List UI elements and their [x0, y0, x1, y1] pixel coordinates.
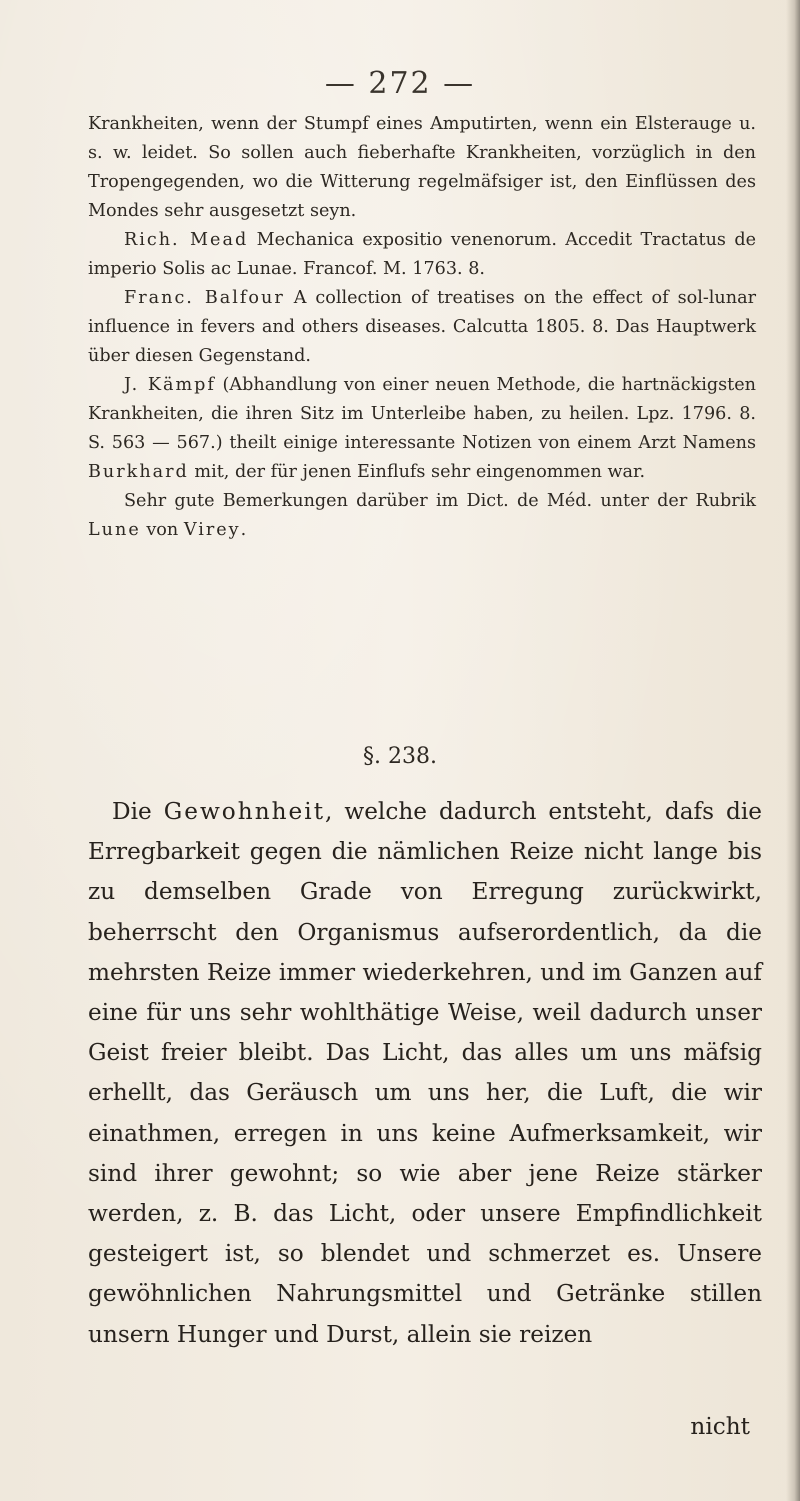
citation-text: (Abhandlung von einer neuen Methode, die hartnäckigsten Krankheiten, die ihren Sitz im Unterleibe haben, zu heilen. Lpz. 1796. 8. S. 563 — 567.) theilt einige interessante Notizen von einem Arzt Namens [88, 375, 756, 453]
main-text-block [88, 792, 762, 1355]
footnote-paragraph-5 [88, 487, 756, 545]
citation-text: Sehr gute Bemerkungen darüber im Dict. de Méd. unter der Rubrik [124, 491, 756, 511]
footnote-paragraph-4 [88, 371, 756, 487]
citation-text: . [240, 520, 247, 540]
main-paragraph [88, 792, 762, 1355]
footnote-paragraph-2 [88, 226, 756, 284]
author-name: Rich. Mead [124, 230, 249, 250]
main-text-body: , welche dadurch entsteht, dafs die Erregbarkeit gegen die nämlichen Reize nicht lange bis zu demselben Grade von Erregung zurückwirkt, beherrscht den Organismus aufserordentlich, da die mehrsten Reize immer wiederkehren, und im Ganzen auf eine für uns sehr wohlthätige Weise, weil dadurch unser Geist freier bleibt. Das Licht, das alles um uns mäfsig erhellt, das Geräusch um uns her, die Luft, die wir einathmen, erregen in uns keine Aufmerksamkeit, wir sind ihrer gewohnt; so wie aber jene Reize stärker werden, z. B. das Licht, oder unsere Empfindlichkeit gesteigert ist, so blendet und schmerzet es. Unsere gewöhnlichen Nahrungsmittel und Getränke stillen unsern Hunger und Durst, allein sie reizen [88, 798, 762, 1348]
footnote-paragraph-3 [88, 284, 756, 371]
author-name: J. Kämpf [124, 375, 216, 395]
citation-text: von [140, 520, 184, 540]
emphasized-term: Gewohnheit [163, 798, 326, 825]
footnote-block [88, 110, 756, 545]
person-name: Burkhard [88, 462, 189, 482]
author-name: Virey [183, 520, 241, 540]
citation-text: A collection of treatises on the effect of sol-lunar influence in fevers and others diseases. Calcutta 1805. 8. Das Hauptwerk über diesen Gegenstand. [88, 288, 756, 366]
page-edge-shadow [786, 0, 800, 1501]
footnote-paragraph-1: Krankheiten, wenn der Stumpf eines Amputirten, wenn ein Elsterauge u. s. w. leidet. So sollen auch fieberhafte Krankheiten, vorzüglich in den Tropengegenden, wo die Witterung regelmäfsiger ist, den Einflüssen des Mondes sehr ausgesetzt seyn. [88, 114, 756, 221]
catchword: nicht [690, 1413, 750, 1440]
main-text-lead: Die [112, 798, 164, 825]
rubric-name: Lune [88, 520, 141, 540]
section-heading: §. 238. [363, 744, 437, 769]
author-name: Franc. Balfour [124, 288, 285, 308]
citation-text: mit, der für jenen Einflufs sehr eingenommen war. [188, 462, 646, 482]
page-number: — 272 — [324, 66, 476, 101]
citation-text: Mechanica expositio venenorum. Accedit Tractatus de imperio Solis ac Lunae. Francof. M. 1763. 8. [88, 230, 757, 279]
